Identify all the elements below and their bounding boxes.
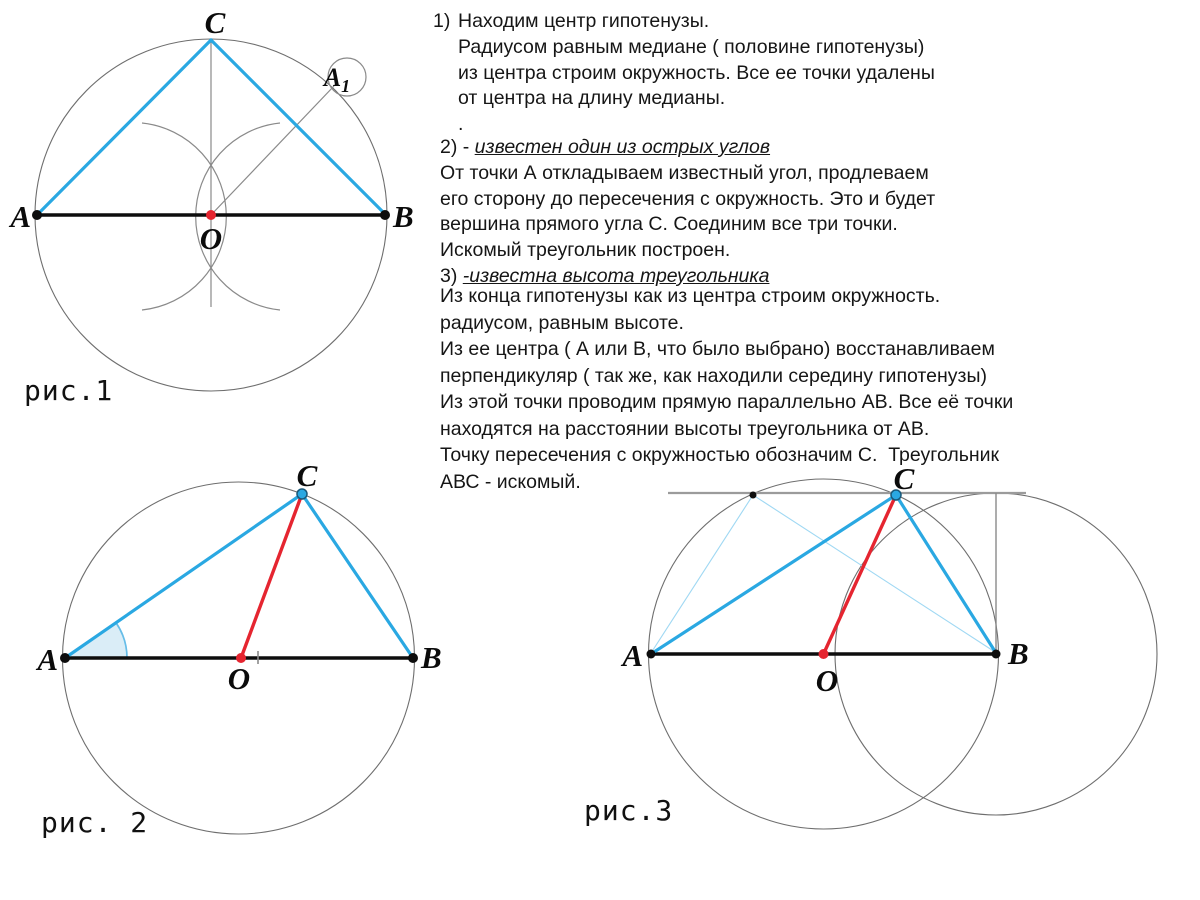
fig2-point-b <box>408 653 418 663</box>
fig1-label-c: C <box>204 5 226 40</box>
instruction-line: вершина прямого угла С. Соединим все три точки. <box>440 213 898 236</box>
fig1-radius-to-a1 <box>211 86 334 215</box>
fig3-label-b: B <box>1008 636 1029 671</box>
instruction-line: Из конца гипотенузы как из центра строим окружность. <box>440 285 941 307</box>
instructions-item-2 <box>440 135 1040 290</box>
fig3-label-a: A <box>622 638 643 673</box>
figure-2 <box>35 458 441 839</box>
fig3-alt-side-cb <box>753 495 995 652</box>
instruction-line: АВС - искомый. <box>440 470 581 493</box>
instruction-line: его сторону до пересечения с окружность. Это и будет <box>440 187 936 210</box>
fig3-point-b <box>992 650 1001 659</box>
instruction-line: находятся на расстоянии высоты треугольника от АВ. <box>440 417 930 440</box>
instruction-heading-2: 2) - известен один из острых углов <box>440 136 771 158</box>
fig3-alt-side-ac <box>651 495 753 653</box>
item3-heading: -известна высота треугольника <box>462 264 770 287</box>
fig3-point-a <box>647 650 656 659</box>
fig1-caption: рис.1 <box>24 374 114 407</box>
fig2-label-a: A <box>37 642 58 677</box>
instruction-line: Точку пересечения с окружностью обозначим С. Треугольник <box>440 444 1000 466</box>
fig3-caption: рис.3 <box>584 794 674 827</box>
instruction-line: 1) Находим центр гипотенузы. <box>433 9 1013 35</box>
fig2-caption: рис. 2 <box>41 806 149 839</box>
fig1-point-o <box>206 210 216 220</box>
fig1-label-a: A <box>10 199 31 234</box>
fig1-point-a <box>32 210 42 220</box>
fig2-median-oc <box>241 494 302 658</box>
instruction-heading-3: 3) -известна высота треугольника <box>440 264 770 287</box>
figure-3 <box>584 461 1157 829</box>
fig1-label-a1: $A_1$ <box>323 63 351 96</box>
fig2-side-cb <box>302 494 413 658</box>
instruction-line: От точки А откладываем известный угол, продлеваем <box>440 161 929 184</box>
item2-heading: известен один из острых углов <box>474 136 771 158</box>
fig2-label-b: B <box>421 640 442 675</box>
fig1-label-b: B <box>393 199 414 234</box>
instruction-line: от центра на длину медианы. <box>458 87 726 110</box>
fig1-label-o: O <box>199 221 223 256</box>
instruction-line: Из этой точки проводим прямую параллельно АВ. Все её точки <box>440 391 1014 413</box>
fig3-side-cb <box>896 495 996 653</box>
instruction-line: Искомый треугольник построен. <box>440 239 731 262</box>
fig2-point-a <box>60 653 70 663</box>
item1-marker: 1) <box>433 10 451 32</box>
fig1-side-ac <box>37 40 211 215</box>
instructions-item-1 <box>433 9 1013 138</box>
instruction-line: Радиусом равным медиане ( половине гипотенузы) <box>458 35 925 58</box>
instruction-line: Из ее центра ( А или В, что было выбрано) восстанавливаем <box>440 338 995 360</box>
instruction-line: . <box>458 113 464 136</box>
instruction-line: перпендикуляр ( так же, как находили середину гипотенузы) <box>440 364 987 387</box>
instruction-line: радиусом, равным высоте. <box>440 311 684 334</box>
fig1-point-b <box>380 210 390 220</box>
fig3-label-o: O <box>815 663 839 698</box>
fig3-point-o <box>819 649 829 659</box>
fig2-label-o: O <box>227 661 251 696</box>
figure-1 <box>8 5 413 407</box>
fig3-label-c: C <box>893 461 915 496</box>
instruction-line: из центра строим окружность. Все ее точки удалены <box>458 61 935 84</box>
fig2-label-c: C <box>296 458 318 493</box>
fig2-side-ac <box>65 494 302 658</box>
instructions-item-3 <box>440 283 1040 495</box>
